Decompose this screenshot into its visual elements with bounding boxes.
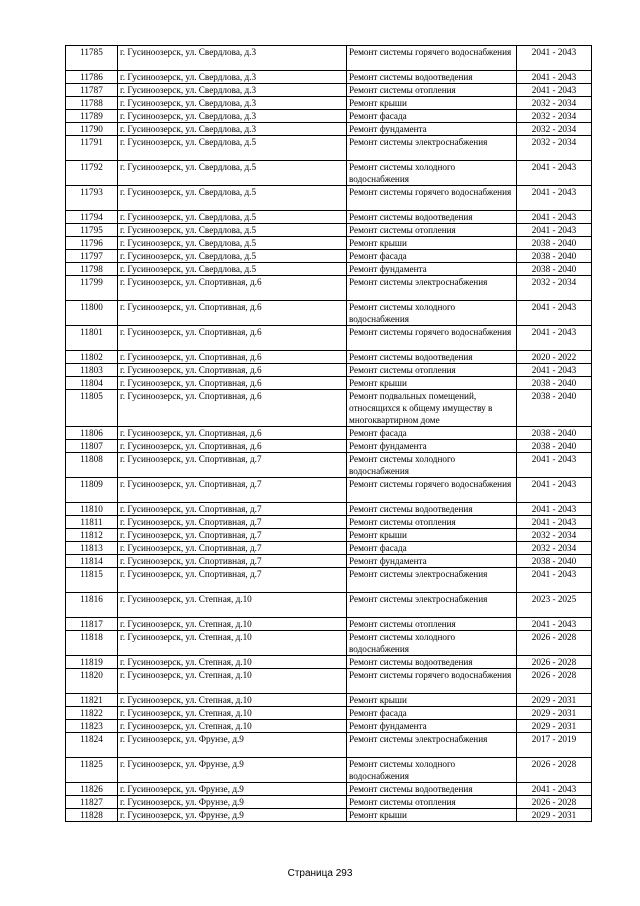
table-row [66,707,592,720]
repair-period: 2041 - 2043 [517,503,592,516]
house-address: г. Гусиноозерск, ул. Свердлова, д.3 [118,46,347,71]
house-address: г. Гусиноозерск, ул. Степная, д.10 [118,694,347,707]
row-number: 11821 [66,694,118,707]
table-row [66,301,592,326]
table-row [66,237,592,250]
table-row [66,542,592,555]
repair-period: 2026 - 2028 [517,669,592,694]
house-address: г. Гусиноозерск, ул. Степная, д.10 [118,669,347,694]
repair-work-type: Ремонт фундамента [347,555,517,568]
repair-work-type: Ремонт системы отопления [347,516,517,529]
repair-work-type: Ремонт фундамента [347,440,517,453]
row-number: 11788 [66,97,118,110]
repair-work-type: Ремонт фасада [347,250,517,263]
row-number: 11790 [66,123,118,136]
repair-period: 2041 - 2043 [517,301,592,326]
table-row [66,529,592,542]
repair-period: 2026 - 2028 [517,796,592,809]
repair-work-type: Ремонт крыши [347,809,517,822]
repair-period: 2041 - 2043 [517,568,592,593]
table-row [66,46,592,71]
house-address: г. Гусиноозерск, ул. Спортивная, д.6 [118,377,347,390]
repair-work-type: Ремонт системы горячего водоснабжения [347,46,517,71]
repair-period: 2020 - 2022 [517,351,592,364]
repair-period: 2026 - 2028 [517,656,592,669]
table-body [66,46,592,822]
repair-period: 2038 - 2040 [517,427,592,440]
repair-work-type: Ремонт фасада [347,707,517,720]
row-number: 11796 [66,237,118,250]
repair-work-type: Ремонт системы холодного водоснабжения [347,161,517,186]
table-row [66,694,592,707]
repair-work-type: Ремонт системы холодного водоснабжения [347,453,517,478]
house-address: г. Гусиноозерск, ул. Фрунзе, д.9 [118,809,347,822]
row-number: 11817 [66,618,118,631]
repair-work-type: Ремонт системы горячего водоснабжения [347,186,517,211]
house-address: г. Гусиноозерск, ул. Фрунзе, д.9 [118,783,347,796]
repair-work-type: Ремонт системы электроснабжения [347,733,517,758]
repair-period: 2038 - 2040 [517,377,592,390]
table-row [66,351,592,364]
row-number: 11822 [66,707,118,720]
table-row [66,123,592,136]
repair-work-type: Ремонт системы горячего водоснабжения [347,669,517,694]
row-number: 11823 [66,720,118,733]
repair-period: 2041 - 2043 [517,84,592,97]
repair-work-type: Ремонт фундамента [347,720,517,733]
row-number: 11812 [66,529,118,542]
repair-period: 2041 - 2043 [517,618,592,631]
repair-period: 2041 - 2043 [517,161,592,186]
repair-period: 2017 - 2019 [517,733,592,758]
house-address: г. Гусиноозерск, ул. Фрунзе, д.9 [118,733,347,758]
row-number: 11789 [66,110,118,123]
row-number: 11792 [66,161,118,186]
table-row [66,618,592,631]
row-number: 11824 [66,733,118,758]
repair-period: 2023 - 2025 [517,593,592,618]
table-row [66,250,592,263]
row-number: 11828 [66,809,118,822]
row-number: 11819 [66,656,118,669]
row-number: 11804 [66,377,118,390]
repair-work-type: Ремонт крыши [347,529,517,542]
table-row [66,136,592,161]
house-address: г. Гусиноозерск, ул. Свердлова, д.3 [118,97,347,110]
house-address: г. Гусиноозерск, ул. Степная, д.10 [118,656,347,669]
repair-period: 2038 - 2040 [517,555,592,568]
table-row [66,440,592,453]
row-number: 11813 [66,542,118,555]
repair-work-type: Ремонт системы холодного водоснабжения [347,301,517,326]
row-number: 11797 [66,250,118,263]
repair-period: 2038 - 2040 [517,390,592,427]
repair-period: 2026 - 2028 [517,631,592,656]
table-row [66,453,592,478]
table-row [66,631,592,656]
repair-work-type: Ремонт системы водоотведения [347,351,517,364]
table-row [66,377,592,390]
row-number: 11799 [66,276,118,301]
row-number: 11800 [66,301,118,326]
repair-work-type: Ремонт системы отопления [347,618,517,631]
repair-period: 2041 - 2043 [517,783,592,796]
capital-repair-table [65,45,592,822]
repair-period: 2041 - 2043 [517,326,592,351]
row-number: 11808 [66,453,118,478]
repair-work-type: Ремонт крыши [347,237,517,250]
table-row [66,224,592,237]
repair-period: 2029 - 2031 [517,809,592,822]
repair-period: 2029 - 2031 [517,720,592,733]
house-address: г. Гусиноозерск, ул. Спортивная, д.7 [118,529,347,542]
table-row [66,733,592,758]
table-row [66,555,592,568]
house-address: г. Гусиноозерск, ул. Степная, д.10 [118,618,347,631]
house-address: г. Гусиноозерск, ул. Спортивная, д.6 [118,276,347,301]
table-row [66,263,592,276]
repair-period: 2038 - 2040 [517,263,592,276]
row-number: 11795 [66,224,118,237]
house-address: г. Гусиноозерск, ул. Спортивная, д.6 [118,364,347,377]
row-number: 11793 [66,186,118,211]
table-row [66,478,592,503]
row-number: 11806 [66,427,118,440]
house-address: г. Гусиноозерск, ул. Спортивная, д.6 [118,390,347,427]
repair-period: 2038 - 2040 [517,440,592,453]
table-row [66,656,592,669]
house-address: г. Гусиноозерск, ул. Спортивная, д.7 [118,568,347,593]
row-number: 11785 [66,46,118,71]
repair-period: 2032 - 2034 [517,123,592,136]
page-number: Страница 293 [287,868,353,879]
row-number: 11791 [66,136,118,161]
repair-work-type: Ремонт фасада [347,110,517,123]
row-number: 11811 [66,516,118,529]
row-number: 11826 [66,783,118,796]
repair-work-type: Ремонт системы водоотведения [347,783,517,796]
repair-work-type: Ремонт системы отопления [347,84,517,97]
house-address: г. Гусиноозерск, ул. Спортивная, д.7 [118,503,347,516]
house-address: г. Гусиноозерск, ул. Спортивная, д.7 [118,516,347,529]
repair-work-type: Ремонт крыши [347,377,517,390]
row-number: 11807 [66,440,118,453]
repair-work-type: Ремонт системы водоотведения [347,503,517,516]
repair-work-type: Ремонт системы водоотведения [347,71,517,84]
repair-period: 2041 - 2043 [517,364,592,377]
repair-work-type: Ремонт фундамента [347,123,517,136]
row-number: 11818 [66,631,118,656]
table-row [66,796,592,809]
row-number: 11803 [66,364,118,377]
house-address: г. Гусиноозерск, ул. Свердлова, д.3 [118,71,347,84]
repair-work-type: Ремонт фасада [347,542,517,555]
house-address: г. Гусиноозерск, ул. Свердлова, д.3 [118,123,347,136]
repair-work-type: Ремонт системы отопления [347,796,517,809]
repair-work-type: Ремонт системы отопления [347,224,517,237]
house-address: г. Гусиноозерск, ул. Степная, д.10 [118,707,347,720]
table-row [66,97,592,110]
repair-work-type: Ремонт системы электроснабжения [347,593,517,618]
row-number: 11786 [66,71,118,84]
repair-period: 2041 - 2043 [517,224,592,237]
repair-period: 2032 - 2034 [517,529,592,542]
row-number: 11825 [66,758,118,783]
repair-work-type: Ремонт системы холодного водоснабжения [347,758,517,783]
repair-period: 2032 - 2034 [517,97,592,110]
house-address: г. Гусиноозерск, ул. Спортивная, д.6 [118,440,347,453]
table-row [66,669,592,694]
row-number: 11805 [66,390,118,427]
house-address: г. Гусиноозерск, ул. Спортивная, д.6 [118,301,347,326]
table-row [66,211,592,224]
house-address: г. Гусиноозерск, ул. Спортивная, д.7 [118,478,347,503]
house-address: г. Гусиноозерск, ул. Спортивная, д.7 [118,555,347,568]
repair-period: 2032 - 2034 [517,276,592,301]
row-number: 11815 [66,568,118,593]
table-row [66,809,592,822]
row-number: 11802 [66,351,118,364]
repair-work-type: Ремонт крыши [347,97,517,110]
row-number: 11816 [66,593,118,618]
repair-work-type: Ремонт крыши [347,694,517,707]
row-number: 11798 [66,263,118,276]
repair-work-type: Ремонт подвальных помещений, относящихся к общему имуществу в многоквартирном доме [347,390,517,427]
house-address: г. Гусиноозерск, ул. Степная, д.10 [118,631,347,656]
repair-work-type: Ремонт системы электроснабжения [347,276,517,301]
table-row [66,593,592,618]
house-address: г. Гусиноозерск, ул. Свердлова, д.5 [118,161,347,186]
repair-period: 2029 - 2031 [517,707,592,720]
repair-work-type: Ремонт фасада [347,427,517,440]
table-row [66,364,592,377]
table-row [66,503,592,516]
house-address: г. Гусиноозерск, ул. Спортивная, д.6 [118,427,347,440]
repair-period: 2032 - 2034 [517,542,592,555]
repair-work-type: Ремонт фундамента [347,263,517,276]
repair-work-type: Ремонт системы холодного водоснабжения [347,631,517,656]
house-address: г. Гусиноозерск, ул. Спортивная, д.7 [118,542,347,555]
row-number: 11787 [66,84,118,97]
house-address: г. Гусиноозерск, ул. Спортивная, д.6 [118,351,347,364]
house-address: г. Гусиноозерск, ул. Свердлова, д.5 [118,186,347,211]
row-number: 11810 [66,503,118,516]
table-row [66,720,592,733]
table-row [66,568,592,593]
row-number: 11827 [66,796,118,809]
repair-period: 2032 - 2034 [517,110,592,123]
repair-period: 2038 - 2040 [517,237,592,250]
repair-period: 2041 - 2043 [517,71,592,84]
house-address: г. Гусиноозерск, ул. Фрунзе, д.9 [118,758,347,783]
repair-work-type: Ремонт системы водоотведения [347,211,517,224]
repair-work-type: Ремонт системы горячего водоснабжения [347,326,517,351]
repair-period: 2032 - 2034 [517,136,592,161]
row-number: 11814 [66,555,118,568]
repair-period: 2041 - 2043 [517,46,592,71]
table-row [66,326,592,351]
repair-period: 2041 - 2043 [517,478,592,503]
repair-work-type: Ремонт системы электроснабжения [347,568,517,593]
house-address: г. Гусиноозерск, ул. Свердлова, д.5 [118,237,347,250]
table-row [66,758,592,783]
table-row [66,186,592,211]
row-number: 11794 [66,211,118,224]
repair-period: 2038 - 2040 [517,250,592,263]
repair-period: 2026 - 2028 [517,758,592,783]
table-row [66,427,592,440]
repair-work-type: Ремонт системы электроснабжения [347,136,517,161]
repair-period: 2041 - 2043 [517,453,592,478]
house-address: г. Гусиноозерск, ул. Свердлова, д.3 [118,110,347,123]
house-address: г. Гусиноозерск, ул. Свердлова, д.5 [118,250,347,263]
table-row [66,110,592,123]
repair-period: 2041 - 2043 [517,186,592,211]
row-number: 11820 [66,669,118,694]
table-row [66,161,592,186]
table-row [66,71,592,84]
repair-period: 2029 - 2031 [517,694,592,707]
repair-work-type: Ремонт системы горячего водоснабжения [347,478,517,503]
row-number: 11801 [66,326,118,351]
repair-work-type: Ремонт системы отопления [347,364,517,377]
table-row [66,276,592,301]
repair-period: 2041 - 2043 [517,211,592,224]
house-address: г. Гусиноозерск, ул. Свердлова, д.5 [118,263,347,276]
house-address: г. Гусиноозерск, ул. Свердлова, д.3 [118,84,347,97]
house-address: г. Гусиноозерск, ул. Спортивная, д.7 [118,453,347,478]
table-row [66,516,592,529]
house-address: г. Гусиноозерск, ул. Степная, д.10 [118,593,347,618]
house-address: г. Гусиноозерск, ул. Свердлова, д.5 [118,224,347,237]
house-address: г. Гусиноозерск, ул. Свердлова, д.5 [118,136,347,161]
house-address: г. Гусиноозерск, ул. Свердлова, д.5 [118,211,347,224]
house-address: г. Гусиноозерск, ул. Фрунзе, д.9 [118,796,347,809]
repair-period: 2041 - 2043 [517,516,592,529]
table-row [66,390,592,427]
repair-work-type: Ремонт системы водоотведения [347,656,517,669]
table-row [66,84,592,97]
house-address: г. Гусиноозерск, ул. Спортивная, д.6 [118,326,347,351]
table-row [66,783,592,796]
house-address: г. Гусиноозерск, ул. Степная, д.10 [118,720,347,733]
row-number: 11809 [66,478,118,503]
